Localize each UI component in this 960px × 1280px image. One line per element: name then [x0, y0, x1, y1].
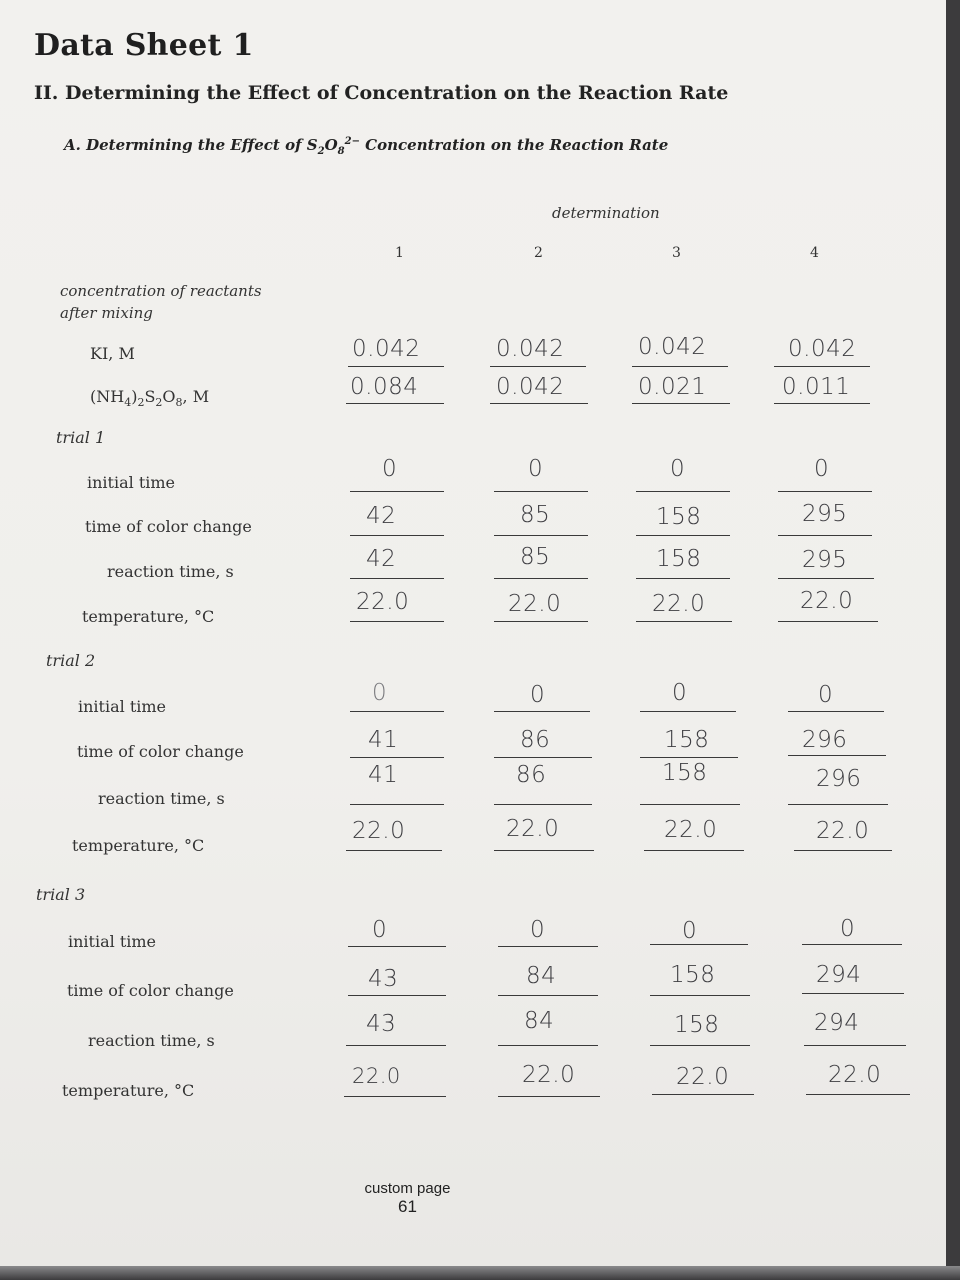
handwritten-value: 158 [656, 546, 702, 572]
handwritten-value: 22.0 [522, 1062, 576, 1088]
handwritten-value: 41 [368, 762, 399, 788]
handwritten-value: 86 [516, 762, 547, 788]
bleed-through-text [640, 48, 644, 64]
answer-line [498, 995, 598, 996]
determination-number: 3 [672, 245, 681, 261]
handwritten-value: 0 [372, 680, 388, 706]
answer-line [494, 491, 588, 492]
answer-line [788, 804, 888, 805]
page-footer [360, 1180, 455, 1216]
temperature-label: temperature, °C [82, 607, 215, 626]
initial-time-label: initial time [68, 932, 157, 951]
answer-line [650, 995, 750, 996]
reaction-time-label: reaction time, s [88, 1031, 215, 1050]
color-change-label: time of color change [67, 981, 234, 1000]
ki-label: KI, M [90, 344, 135, 363]
handwritten-value: 295 [802, 501, 848, 527]
desk-surface [0, 1266, 960, 1280]
handwritten-value: 0 [672, 680, 688, 706]
subsection-title: A. Determining the Effect of $S_2O_8^{2-}$ Concentration on the Reaction Rate [64, 136, 669, 157]
trial-3-label: trial 3 [36, 885, 86, 904]
answer-line [794, 850, 892, 851]
handwritten-value: 22.0 [816, 818, 870, 844]
handwritten-value: 295 [802, 547, 848, 573]
answer-line [640, 711, 736, 712]
handwritten-value: 86 [520, 727, 551, 753]
handwritten-value: 0 [682, 918, 698, 944]
temperature-label: temperature, °C [62, 1081, 195, 1100]
handwritten-value: 158 [662, 760, 708, 786]
answer-line [348, 995, 446, 996]
handwritten-value: 41 [368, 727, 399, 753]
answer-line [804, 1045, 906, 1046]
handwritten-value: 22.0 [352, 1064, 401, 1088]
answer-line [344, 1096, 446, 1097]
answer-line [652, 1094, 754, 1095]
handwritten-value: 43 [366, 1011, 397, 1037]
handwritten-value: 22.0 [828, 1062, 882, 1088]
handwritten-value: 158 [656, 504, 702, 530]
answer-line [778, 578, 874, 579]
handwritten-value: 22.0 [508, 591, 562, 617]
handwritten-value: 0.042 [352, 336, 421, 362]
handwritten-value: 0.042 [788, 336, 857, 362]
answer-line [348, 366, 444, 367]
answer-line [348, 946, 446, 947]
answer-line [346, 850, 442, 851]
handwritten-value: 0.042 [496, 374, 565, 400]
page-number: 61 [398, 1197, 417, 1216]
answer-line [802, 944, 902, 945]
handwritten-value: 0 [372, 917, 388, 943]
answer-line [350, 578, 444, 579]
section-title: II. Determining the Effect of Concentration on the Reaction Rate [34, 82, 729, 104]
answer-line [498, 1045, 598, 1046]
handwritten-value: 158 [674, 1012, 720, 1038]
answer-line [774, 366, 870, 367]
temperature-label: temperature, °C [72, 836, 205, 855]
persulfate-label: $(NH_4)_2S_2O_8$, M [90, 387, 210, 410]
handwritten-value: 0.042 [496, 336, 565, 362]
answer-line [490, 366, 586, 367]
answer-line [350, 711, 444, 712]
answer-line [650, 1045, 750, 1046]
initial-time-label: initial time [78, 697, 167, 716]
answer-line [650, 944, 748, 945]
handwritten-value: 0 [670, 456, 686, 482]
handwritten-value: 22.0 [352, 818, 406, 844]
initial-time-label: initial time [87, 473, 176, 492]
handwritten-value: 0.042 [638, 334, 707, 360]
handwritten-value: 22.0 [652, 591, 706, 617]
handwritten-value: 0 [814, 456, 830, 482]
handwritten-value: 22.0 [800, 588, 854, 614]
answer-line [778, 621, 878, 622]
determination-heading: determination [552, 204, 660, 222]
handwritten-value: 84 [526, 963, 557, 989]
handwritten-value: 0 [818, 682, 834, 708]
answer-line [640, 804, 740, 805]
answer-line [490, 403, 588, 404]
answer-line [778, 535, 872, 536]
concentration-heading: concentration of reactants after mixing [60, 282, 262, 322]
answer-line [498, 946, 598, 947]
handwritten-value: 0 [530, 917, 546, 943]
handwritten-value: 22.0 [356, 589, 410, 615]
sheet-title: Data Sheet 1 [34, 28, 254, 63]
handwritten-value: 85 [520, 544, 551, 570]
answer-line [636, 491, 730, 492]
answer-line [806, 1094, 910, 1095]
handwritten-value: 296 [802, 727, 848, 753]
answer-line [636, 621, 732, 622]
answer-line [636, 535, 730, 536]
answer-line [350, 757, 444, 758]
determination-number: 4 [810, 245, 819, 261]
answer-line [494, 711, 590, 712]
answer-line [644, 850, 744, 851]
handwritten-value: 294 [814, 1010, 860, 1036]
handwritten-value: 84 [524, 1008, 555, 1034]
determination-number: 2 [534, 245, 543, 261]
determination-number: 1 [395, 245, 404, 261]
answer-line [774, 403, 870, 404]
answer-line [494, 578, 588, 579]
handwritten-value: 158 [670, 962, 716, 988]
answer-line [632, 403, 730, 404]
answer-line [788, 711, 884, 712]
answer-line [636, 578, 730, 579]
handwritten-value: 22.0 [676, 1064, 730, 1090]
handwritten-value: 42 [366, 503, 397, 529]
answer-line [350, 491, 444, 492]
answer-line [350, 804, 444, 805]
answer-line [346, 403, 444, 404]
color-change-label: time of color change [85, 517, 252, 536]
handwritten-value: 0 [530, 682, 546, 708]
answer-line [632, 366, 728, 367]
handwritten-value: 296 [816, 766, 862, 792]
answer-line [350, 535, 444, 536]
handwritten-value: 0 [382, 456, 398, 482]
reaction-time-label: reaction time, s [98, 789, 225, 808]
answer-line [498, 1096, 600, 1097]
handwritten-value: 0.021 [638, 374, 707, 400]
answer-line [778, 491, 872, 492]
answer-line [494, 757, 592, 758]
handwritten-value: 0 [528, 456, 544, 482]
handwritten-value: 0 [840, 916, 856, 942]
answer-line [494, 621, 588, 622]
answer-line [788, 755, 886, 756]
handwritten-value: 294 [816, 962, 862, 988]
answer-line [494, 535, 588, 536]
answer-line [494, 850, 594, 851]
handwritten-value: 85 [520, 502, 551, 528]
handwritten-value: 22.0 [664, 817, 718, 843]
answer-line [346, 1045, 446, 1046]
answer-line [494, 804, 592, 805]
reaction-time-label: reaction time, s [107, 562, 234, 581]
handwritten-value: 0.084 [350, 374, 419, 400]
answer-line [640, 757, 738, 758]
trial-1-label: trial 1 [56, 428, 106, 447]
handwritten-value: 43 [368, 966, 399, 992]
handwritten-value: 0.011 [782, 374, 851, 400]
answer-line [802, 993, 904, 994]
footer-label: custom page [364, 1180, 451, 1197]
answer-line [350, 621, 444, 622]
handwritten-value: 42 [366, 546, 397, 572]
handwritten-value: 22.0 [506, 816, 560, 842]
handwritten-value: 158 [664, 727, 710, 753]
color-change-label: time of color change [77, 742, 244, 761]
trial-2-label: trial 2 [46, 651, 96, 670]
